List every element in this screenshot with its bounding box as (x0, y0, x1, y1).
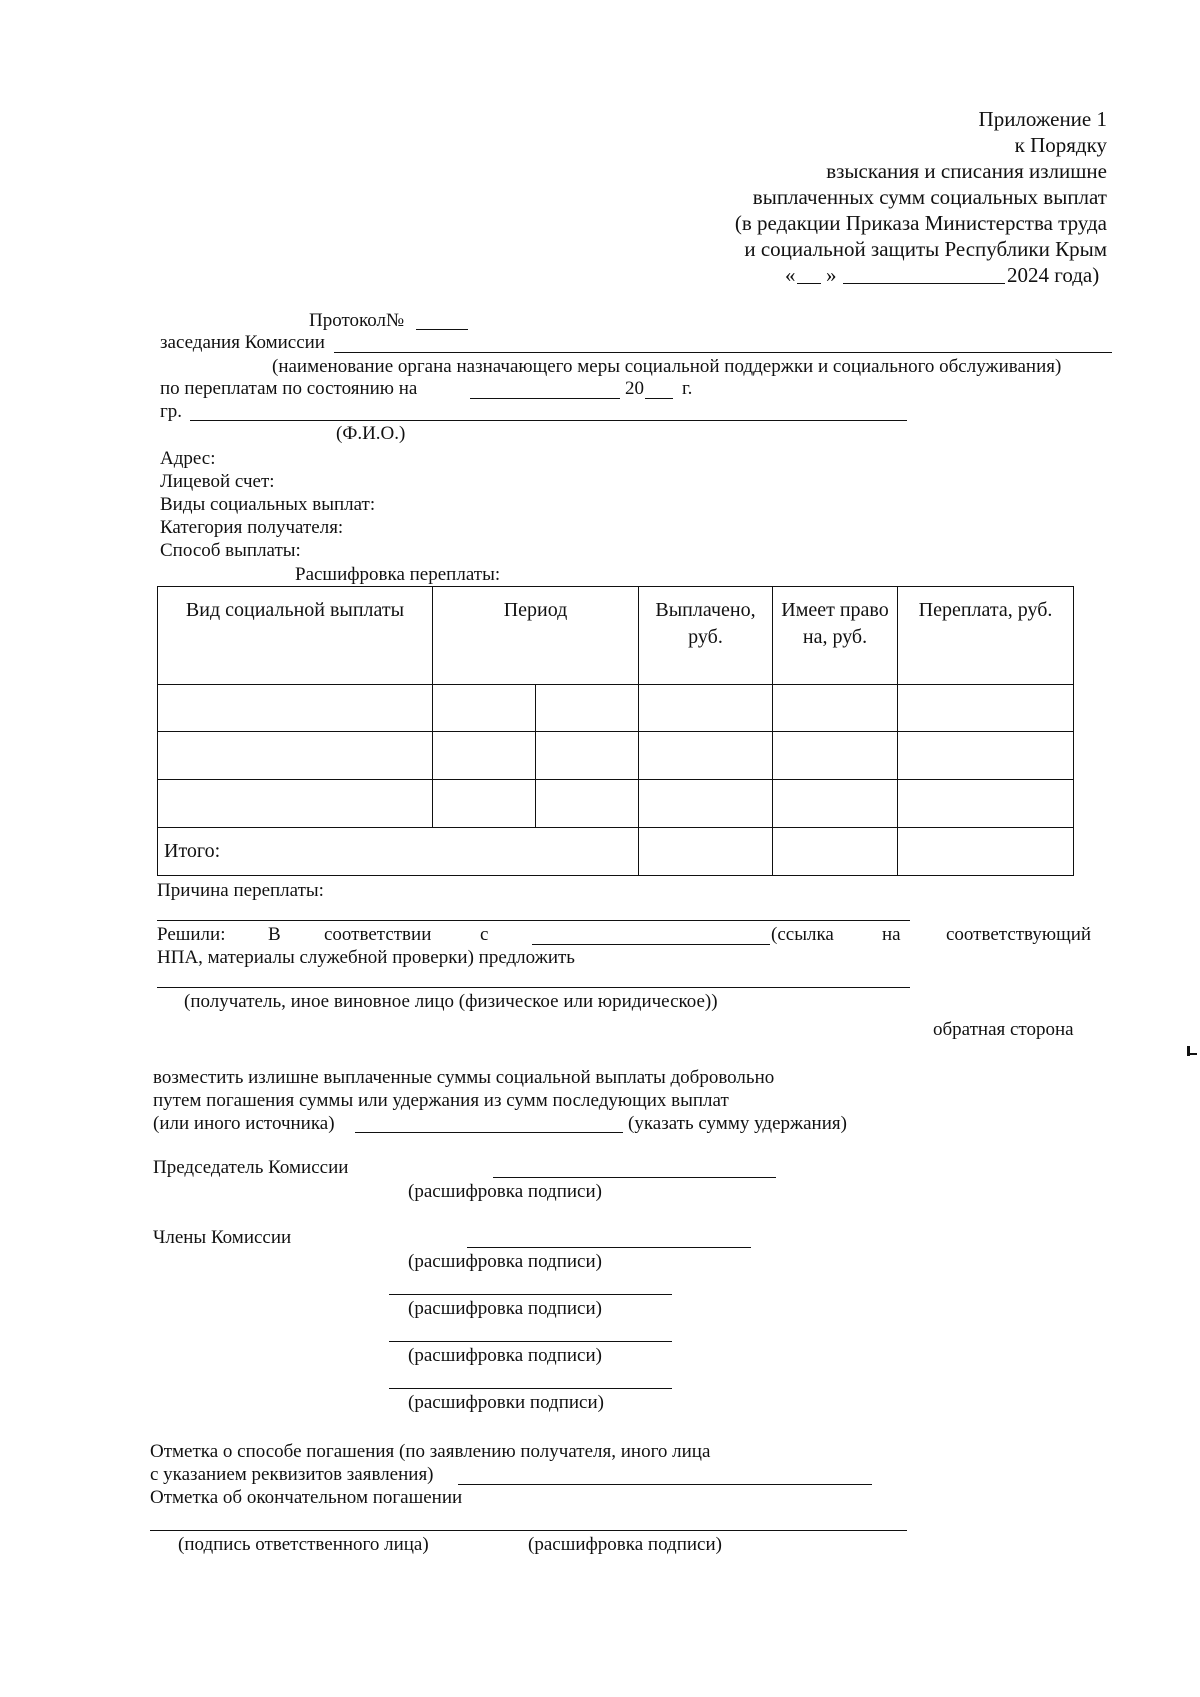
overpayment-table (157, 586, 1074, 876)
recipient-hint: (получатель, иное виновное лицо (физическое или юридическое)) (184, 991, 718, 1012)
header-month-blank (843, 283, 1005, 284)
decision-line-2: НПА, материалы служебной проверки) предложить (157, 947, 575, 968)
fio-hint: (Ф.И.О.) (336, 423, 406, 444)
year-prefix: 20 (625, 378, 644, 399)
recipient-blank (157, 987, 910, 988)
table-cell[interactable] (639, 685, 773, 732)
member-2-decode-hint: (расшифровка подписи) (408, 1298, 602, 1319)
decision-word-3: соответствии (324, 924, 432, 945)
meeting-label: заседания Комиссии (160, 332, 325, 353)
chairman-label: Председатель Комиссии (153, 1157, 349, 1178)
responsible-sign-hint: (подпись ответственного лица) (178, 1534, 429, 1555)
table-cell[interactable] (536, 732, 639, 779)
table-cell[interactable] (773, 685, 898, 732)
table-cell[interactable] (898, 685, 1074, 732)
address-label: Адрес: (160, 448, 216, 469)
table-caption: Расшифровка переплаты: (295, 564, 501, 585)
responsible-decode-hint: (расшифровка подписи) (528, 1534, 722, 1555)
total-entitled-cell[interactable] (773, 827, 898, 875)
table-cell[interactable] (158, 685, 433, 732)
decision-word-6: на (882, 924, 901, 945)
header-line-5: (в редакции Приказа Министерства труда (734, 211, 1107, 235)
reverse-side-label: обратная сторона (933, 1019, 1074, 1040)
refund-line-1: возместить излишне выплаченные суммы социальной выплаты добровольно (153, 1067, 775, 1088)
header-entitled: Имеет право на, руб. (773, 587, 898, 685)
chairman-sign-blank (493, 1177, 776, 1178)
table-cell[interactable] (898, 779, 1074, 827)
header-day-blank (797, 283, 821, 284)
year-suffix: г. (682, 378, 693, 399)
payment-method-label: Способ выплаты: (160, 540, 301, 561)
member-3-decode-hint: (расшифровка подписи) (408, 1345, 602, 1366)
decision-word-2: В (268, 924, 281, 945)
header-payment-type: Вид социальной выплаты (158, 587, 433, 685)
table-cell[interactable] (639, 732, 773, 779)
table-row (158, 732, 1074, 779)
decision-word-7: соответствующий (946, 924, 1092, 945)
table-cell[interactable] (773, 779, 898, 827)
as-of-label: по переплатам по состоянию на (160, 378, 418, 399)
members-label: Члены Комиссии (153, 1227, 292, 1248)
total-label: Итого: (158, 827, 639, 875)
member-1-decode-hint: (расшифровка подписи) (408, 1251, 602, 1272)
member-4-sign-blank (389, 1388, 672, 1389)
table-cell[interactable] (536, 685, 639, 732)
table-header-row (158, 587, 1074, 685)
repayment-line-1: Отметка о способе погашения (по заявлению получателя, иного лица (150, 1441, 711, 1462)
header-date-open: « (785, 263, 796, 287)
header-line-3: взыскания и списания излишне (826, 159, 1107, 183)
header-line-2: к Порядку (1014, 133, 1107, 157)
appendix-title: Приложение 1 (978, 107, 1107, 131)
payment-types-label: Виды социальных выплат: (160, 494, 376, 515)
as-of-date-blank (470, 398, 620, 399)
total-paid-cell[interactable] (639, 827, 773, 875)
header-paid: Выплачено, руб. (639, 587, 773, 685)
table-row (158, 685, 1074, 732)
member-1-sign-blank (467, 1247, 751, 1248)
header-year: 2024 года) (1007, 263, 1100, 287)
member-2-sign-blank (389, 1294, 672, 1295)
refund-line-2: путем погашения суммы или удержания из сумм последующих выплат (153, 1090, 729, 1111)
member-4-decode-hint: (расшифровки подписи) (408, 1392, 604, 1413)
refund-line-3-hint: (указать сумму удержания) (628, 1113, 847, 1134)
protocol-title: Протокол№ (309, 310, 405, 331)
citizen-name-blank (190, 420, 907, 421)
header-line-4: выплаченных сумм социальных выплат (752, 185, 1107, 209)
final-repayment-blank (150, 1530, 907, 1531)
header-period: Период (433, 587, 639, 685)
reason-blank (157, 920, 910, 921)
table-cell[interactable] (433, 685, 536, 732)
table-cell[interactable] (158, 732, 433, 779)
decision-word-5: (ссылка (771, 924, 834, 945)
account-label: Лицевой счет: (160, 471, 275, 492)
table-total-row (158, 827, 1074, 875)
table-cell[interactable] (898, 732, 1074, 779)
recipient-category-label: Категория получателя: (160, 517, 344, 538)
header-line-6: и социальной защиты Республики Крым (744, 237, 1107, 261)
final-repayment-label: Отметка об окончательном погашении (150, 1487, 463, 1508)
withholding-amount-blank (355, 1132, 623, 1133)
table-cell[interactable] (433, 732, 536, 779)
table-cell[interactable] (433, 779, 536, 827)
year-blank (645, 398, 673, 399)
citizen-label: гр. (160, 401, 183, 422)
repayment-line-2: с указанием реквизитов заявления) (150, 1464, 434, 1485)
member-3-sign-blank (389, 1341, 672, 1342)
table-cell[interactable] (773, 732, 898, 779)
org-hint: (наименование органа назначающего меры социальной поддержки и социального обслуживания) (272, 356, 1062, 377)
decision-word-1: Решили: (157, 924, 226, 945)
reason-label: Причина переплаты: (157, 880, 324, 901)
repayment-requisites-blank (458, 1484, 872, 1485)
refund-line-3: (или иного источника) (153, 1113, 335, 1134)
table-row (158, 779, 1074, 827)
scan-mark (1187, 1053, 1197, 1055)
chairman-decode-hint: (расшифровка подписи) (408, 1181, 602, 1202)
table-cell[interactable] (158, 779, 433, 827)
header-date-close: » (826, 263, 837, 287)
table-cell[interactable] (536, 779, 639, 827)
table-cell[interactable] (639, 779, 773, 827)
protocol-number-blank (416, 329, 468, 330)
org-name-blank (334, 352, 1112, 353)
legal-reference-blank (532, 944, 770, 945)
header-overpayment: Переплата, руб. (898, 587, 1074, 685)
total-overpayment-cell[interactable] (898, 827, 1074, 875)
decision-word-4: с (480, 924, 489, 945)
